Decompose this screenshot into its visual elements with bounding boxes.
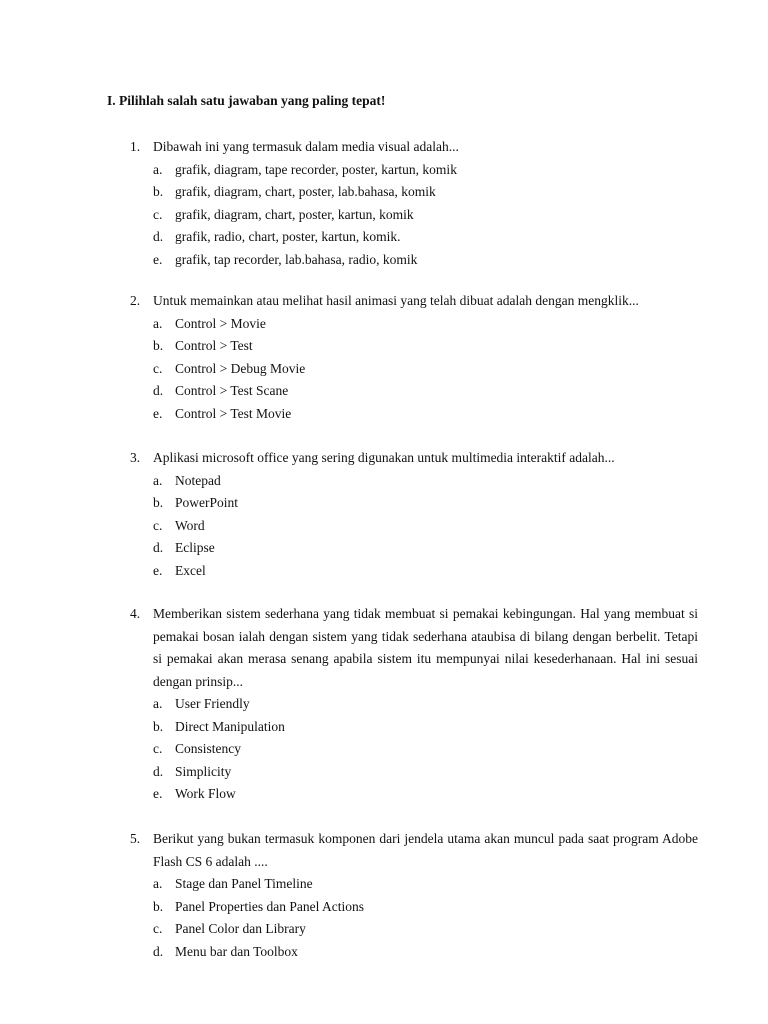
option-letter: b. — [153, 338, 164, 354]
option-letter: d. — [153, 229, 164, 245]
option-letter: c. — [153, 921, 163, 937]
question-number: 5. — [130, 831, 141, 846]
option-c — [130, 204, 698, 227]
option-text: Panel Properties dan Panel Actions — [175, 898, 364, 914]
question-5 — [130, 828, 698, 963]
option-a — [130, 159, 698, 182]
option-b — [130, 896, 698, 919]
option-e — [130, 249, 698, 272]
option-b — [130, 716, 698, 739]
option-a — [130, 313, 698, 336]
option-letter: c. — [153, 517, 163, 533]
option-text: Control > Test Scane — [175, 383, 289, 399]
option-text: grafik, radio, chart, poster, kartun, komik. — [175, 229, 401, 245]
option-a — [130, 470, 698, 493]
option-c — [130, 515, 698, 538]
option-letter: a. — [153, 315, 163, 331]
option-letter: c. — [153, 206, 163, 222]
option-e — [130, 560, 698, 583]
option-text: grafik, diagram, chart, poster, lab.bahasa, komik — [175, 184, 436, 200]
option-text: Stage dan Panel Timeline — [175, 876, 313, 891]
option-text: Consistency — [175, 741, 241, 757]
option-text: Excel — [175, 562, 206, 578]
option-text: grafik, diagram, tape recorder, poster, kartun, komik — [175, 161, 457, 177]
option-letter: a. — [153, 161, 163, 177]
option-b — [130, 492, 698, 515]
option-c — [130, 358, 698, 381]
option-letter: b. — [153, 495, 164, 511]
option-text: Word — [175, 517, 205, 533]
option-text: Panel Color dan Library — [175, 921, 306, 937]
question-number: 3. — [130, 450, 141, 465]
option-a — [130, 693, 698, 716]
question-number: 1. — [130, 139, 141, 154]
option-text: Work Flow — [175, 786, 236, 802]
option-text: Control > Movie — [175, 315, 266, 331]
option-d — [130, 226, 698, 249]
option-text: grafik, diagram, chart, poster, kartun, komik — [175, 206, 414, 222]
option-letter: e. — [153, 405, 163, 421]
option-text: Control > Test — [175, 338, 253, 354]
option-text: Direct Manipulation — [175, 718, 285, 734]
option-text: grafik, tap recorder, lab.bahasa, radio, komik — [175, 251, 418, 267]
option-text: Eclipse — [175, 540, 215, 556]
question-text: Berikut yang bukan termasuk komponen dari jendela utama akan muncul pada saat program Adobe Flash CS 6 adalah .... — [153, 831, 698, 869]
option-letter: e. — [153, 786, 163, 802]
question-text: Dibawah ini yang termasuk dalam media visual adalah... — [153, 139, 459, 154]
option-letter: b. — [153, 898, 164, 914]
option-text: User Friendly — [175, 696, 250, 711]
option-b — [130, 181, 698, 204]
question-3 — [130, 447, 698, 582]
question-1 — [130, 136, 698, 271]
option-c — [130, 738, 698, 761]
question-text: Untuk memainkan atau melihat hasil animasi yang telah dibuat adalah dengan mengklik... — [153, 293, 639, 308]
option-text: Notepad — [175, 472, 221, 488]
option-a — [130, 873, 698, 896]
option-letter: c. — [153, 360, 163, 376]
option-letter: d. — [153, 383, 164, 399]
option-text: Simplicity — [175, 763, 232, 779]
option-b — [130, 335, 698, 358]
option-letter: d. — [153, 943, 164, 959]
option-letter: b. — [153, 184, 164, 200]
question-text: Aplikasi microsoft office yang sering digunakan untuk multimedia interaktif adalah... — [153, 450, 615, 465]
option-letter: d. — [153, 540, 164, 556]
option-letter: a. — [153, 472, 163, 488]
section-heading: I. Pilihlah salah satu jawaban yang paling tepat! — [107, 93, 386, 108]
option-d — [130, 537, 698, 560]
option-d — [130, 380, 698, 403]
option-letter: e. — [153, 562, 163, 578]
question-text: Memberikan sistem sederhana yang tidak membuat si pemakai kebingungan. Hal yang membuat si pemakai bosan ialah dengan sistem yang tidak sederhana ataubisa di bilang dengan berbelit. Tetapi si pemakai akan merasa senang apabila sistem itu mempunyai nilai kesederhanaan. Hal ini sesuai dengan prinsip... — [153, 606, 698, 689]
option-c — [130, 918, 698, 941]
option-letter: a. — [153, 876, 163, 891]
question-2 — [130, 290, 698, 425]
option-letter: e. — [153, 251, 163, 267]
option-d — [130, 941, 698, 964]
option-text: Menu bar dan Toolbox — [175, 943, 298, 959]
option-letter: c. — [153, 741, 163, 757]
option-e — [130, 783, 698, 806]
question-4 — [130, 603, 698, 806]
option-e — [130, 403, 698, 426]
question-number: 2. — [130, 293, 141, 308]
option-letter: d. — [153, 763, 164, 779]
option-d — [130, 761, 698, 784]
option-text: Control > Debug Movie — [175, 360, 306, 376]
option-text: Control > Test Movie — [175, 405, 292, 421]
option-text: PowerPoint — [175, 495, 239, 511]
option-letter: b. — [153, 718, 164, 734]
question-number: 4. — [130, 606, 141, 621]
option-letter: a. — [153, 696, 163, 711]
